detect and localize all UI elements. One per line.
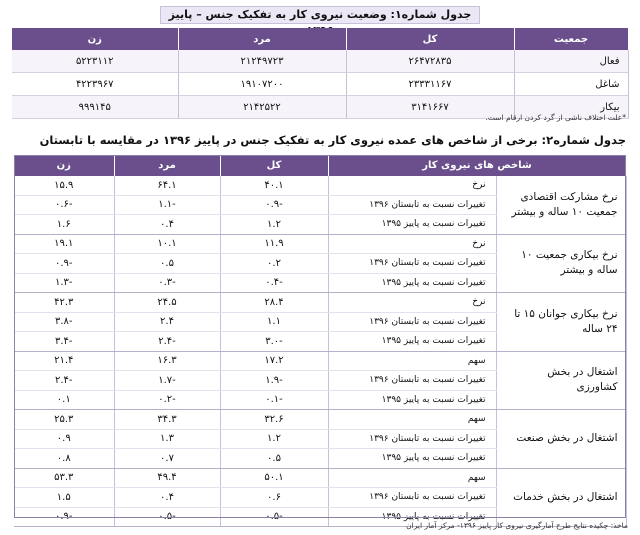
table2-cell-total: ۱.۲ bbox=[220, 215, 328, 235]
table2-cell-male: -۱.۷ bbox=[114, 371, 220, 391]
table1 bbox=[12, 28, 629, 119]
table2-cell-metric: تغییرات نسبت به تابستان ۱۳۹۶ bbox=[328, 254, 496, 274]
table2-cell-total: -۰.۴ bbox=[220, 273, 328, 293]
table1-header-female: زن bbox=[12, 28, 178, 50]
table2-cell-male: ۳۴.۳ bbox=[114, 410, 220, 430]
table2-cell-total: -۳.۰ bbox=[220, 332, 328, 352]
table2-row bbox=[14, 234, 626, 254]
table2-indicator-name: نرخ بیکاری جمعیت ۱۰ ساله و بیشتر bbox=[496, 234, 626, 293]
table2-cell-total: ۱.۲ bbox=[220, 429, 328, 449]
table2-cell-metric: تغییرات نسبت به تابستان ۱۳۹۶ bbox=[328, 488, 496, 508]
table2-cell-female: ۱۹.۱ bbox=[14, 234, 114, 254]
table2-cell-female: ۱.۵ bbox=[14, 488, 114, 508]
table2-cell-male: -۰.۲ bbox=[114, 390, 220, 410]
table2-cell-male: ۱.۳ bbox=[114, 429, 220, 449]
table1-cell-female: ۴۲۲۳۹۶۷ bbox=[12, 73, 178, 96]
table2-title: جدول شماره۲: برخی از شاخص های عمده نیروی کار به تفکیک جنس در پاییز ۱۳۹۶ در مقایسه با تابستان bbox=[39, 133, 626, 147]
table2-cell-male: ۰.۷ bbox=[114, 449, 220, 469]
table2-cell-male: ۰.۵ bbox=[114, 254, 220, 274]
table2-cell-male: -۲.۴ bbox=[114, 332, 220, 352]
table2-cell-male: ۴۹.۴ bbox=[114, 468, 220, 488]
table2-row bbox=[14, 468, 626, 488]
table1-header-group: جمعیت bbox=[514, 28, 628, 50]
table2-cell-metric: تغییرات نسبت به تابستان ۱۳۹۶ bbox=[328, 195, 496, 215]
table2-cell-female: -۰.۹ bbox=[14, 254, 114, 274]
table2-cell-male: ۲۴.۵ bbox=[114, 293, 220, 313]
table2-cell-female: ۰.۱ bbox=[14, 390, 114, 410]
table2-cell-total: -۱.۹ bbox=[220, 371, 328, 391]
table2-cell-female: -۲.۴ bbox=[14, 371, 114, 391]
table2-cell-male: ۲.۴ bbox=[114, 312, 220, 332]
table2-cell-female: -۰.۹ bbox=[14, 507, 114, 527]
table2-cell-metric: تغییرات نسبت به پاییز ۱۳۹۵ bbox=[328, 390, 496, 410]
table2-cell-total: ۰.۶ bbox=[220, 488, 328, 508]
table2-cell-total: ۲۸.۴ bbox=[220, 293, 328, 313]
table2-cell-metric: تغییرات نسبت به تابستان ۱۳۹۶ bbox=[328, 371, 496, 391]
table2-cell-male: ۱۶.۳ bbox=[114, 351, 220, 371]
table2-cell-total: ۵۰.۱ bbox=[220, 468, 328, 488]
table1-row-label: فعال bbox=[514, 50, 628, 73]
table1-row-label: بیکار bbox=[514, 96, 628, 119]
table2-cell-metric: نرخ bbox=[328, 176, 496, 195]
table2-header-female: زن bbox=[14, 155, 114, 176]
table2-indicator-name: اشتغال در بخش صنعت bbox=[496, 410, 626, 469]
table2-indicator-name: اشتغال در بخش کشاورزی bbox=[496, 351, 626, 410]
table1-cell-total: ۲۳۳۳۱۱۶۷ bbox=[346, 73, 514, 96]
table2-cell-metric: تغییرات نسبت به پاییز ۱۳۹۵ bbox=[328, 449, 496, 469]
table2-row bbox=[14, 293, 626, 313]
table2-cell-male: ۰.۴ bbox=[114, 488, 220, 508]
table2-cell-total: ۱۷.۲ bbox=[220, 351, 328, 371]
table2-cell-total: ۳۲.۶ bbox=[220, 410, 328, 430]
table2 bbox=[14, 155, 627, 527]
source-note: ماخذ: چکیده نتایج طرح آمارگیری نیروی کار پاییز ۱۳۹۶- مرکز آمار ایران bbox=[406, 521, 628, 530]
table2-cell-total: ۴۰.۱ bbox=[220, 176, 328, 195]
table2-cell-metric: تغییرات نسبت به تابستان ۱۳۹۶ bbox=[328, 429, 496, 449]
table2-cell-female: -۰.۶ bbox=[14, 195, 114, 215]
table1-cell-male: ۱۹۱۰۷۲۰۰ bbox=[178, 73, 346, 96]
table2-cell-female: ۰.۹ bbox=[14, 429, 114, 449]
table2-cell-male: ۰.۴ bbox=[114, 215, 220, 235]
table2-indicator-name: اشتغال در بخش خدمات bbox=[496, 468, 626, 527]
table2-cell-metric: تغییرات نسبت به پاییز ۱۳۹۵ bbox=[328, 273, 496, 293]
table1-cell-total: ۲۶۴۷۲۸۳۵ bbox=[346, 50, 514, 73]
table2-cell-total: ۱۱.۹ bbox=[220, 234, 328, 254]
table1-cell-female: ۵۲۲۳۱۱۲ bbox=[12, 50, 178, 73]
table2-cell-female: ۵۳.۳ bbox=[14, 468, 114, 488]
table2-cell-metric: سهم bbox=[328, 468, 496, 488]
table1-header-row bbox=[12, 28, 628, 50]
table2-cell-male: -۰.۳ bbox=[114, 273, 220, 293]
table2-row bbox=[14, 410, 626, 430]
table2-header-total: کل bbox=[220, 155, 328, 176]
table2-cell-metric: تغییرات نسبت به پاییز ۱۳۹۵ bbox=[328, 332, 496, 352]
table2-header-male: مرد bbox=[114, 155, 220, 176]
table1-cell-female: ۹۹۹۱۴۵ bbox=[12, 96, 178, 119]
table2-header-indicator: شاخص های نیروی کار bbox=[328, 155, 626, 176]
table2-cell-female: -۱.۳ bbox=[14, 273, 114, 293]
table2-cell-total: -۰.۹ bbox=[220, 195, 328, 215]
table2-row bbox=[14, 176, 626, 195]
table2-indicator-name: نرخ مشارکت اقتصادی جمعیت ۱۰ ساله و بیشتر bbox=[496, 176, 626, 234]
table2-cell-total: ۰.۵ bbox=[220, 449, 328, 469]
table2-header-row bbox=[14, 155, 626, 176]
table2-cell-metric: سهم bbox=[328, 410, 496, 430]
table2-cell-female: -۳.۴ bbox=[14, 332, 114, 352]
table1-title: جدول شماره۱: وضعیت نیروی کار به تفکیک جنس – پاییز bbox=[160, 6, 480, 24]
table2-cell-metric: سهم bbox=[328, 351, 496, 371]
table2-cell-female: ۰.۸ bbox=[14, 449, 114, 469]
table2-cell-total: ۱.۱ bbox=[220, 312, 328, 332]
table2-cell-metric: تغییرات نسبت به پاییز ۱۳۹۵ bbox=[328, 507, 496, 527]
table1-cell-total: ۳۱۴۱۶۶۷ bbox=[346, 96, 514, 119]
table2-indicator-name: نرخ بیکاری جوانان ۱۵ تا ۲۴ ساله bbox=[496, 293, 626, 352]
table2-cell-total: -۰.۱ bbox=[220, 390, 328, 410]
table1-note: *علت اختلاف ناشی از گرد کردن ارقام است. bbox=[485, 113, 626, 122]
table2-cell-metric: تغییرات نسبت به پاییز ۱۳۹۵ bbox=[328, 215, 496, 235]
table2-cell-male: ۱۰.۱ bbox=[114, 234, 220, 254]
table2-cell-female: ۱.۶ bbox=[14, 215, 114, 235]
table1-cell-male: ۲۱۴۲۵۲۲ bbox=[178, 96, 346, 119]
table2-cell-male: ۶۴.۱ bbox=[114, 176, 220, 195]
table2-cell-total: -۰.۵ bbox=[220, 507, 328, 527]
table1-header-male: مرد bbox=[178, 28, 346, 50]
table2-cell-male: -۰.۵ bbox=[114, 507, 220, 527]
table2-cell-female: -۳.۸ bbox=[14, 312, 114, 332]
table2-cell-metric: نرخ bbox=[328, 234, 496, 254]
table2-cell-female: ۲۵.۳ bbox=[14, 410, 114, 430]
table2-cell-male: -۱.۱ bbox=[114, 195, 220, 215]
table2-cell-female: ۲۱.۴ bbox=[14, 351, 114, 371]
table1-header-total: کل bbox=[346, 28, 514, 50]
table1-row bbox=[12, 50, 628, 73]
table2-cell-metric: نرخ bbox=[328, 293, 496, 313]
table2-cell-female: ۴۲.۳ bbox=[14, 293, 114, 313]
table1-row bbox=[12, 73, 628, 96]
table1-row-label: شاغل bbox=[514, 73, 628, 96]
table2-row bbox=[14, 351, 626, 371]
table2-cell-total: ۰.۲ bbox=[220, 254, 328, 274]
table1-cell-male: ۲۱۲۴۹۷۲۳ bbox=[178, 50, 346, 73]
table2-cell-metric: تغییرات نسبت به تابستان ۱۳۹۶ bbox=[328, 312, 496, 332]
table2-cell-female: ۱۵.۹ bbox=[14, 176, 114, 195]
